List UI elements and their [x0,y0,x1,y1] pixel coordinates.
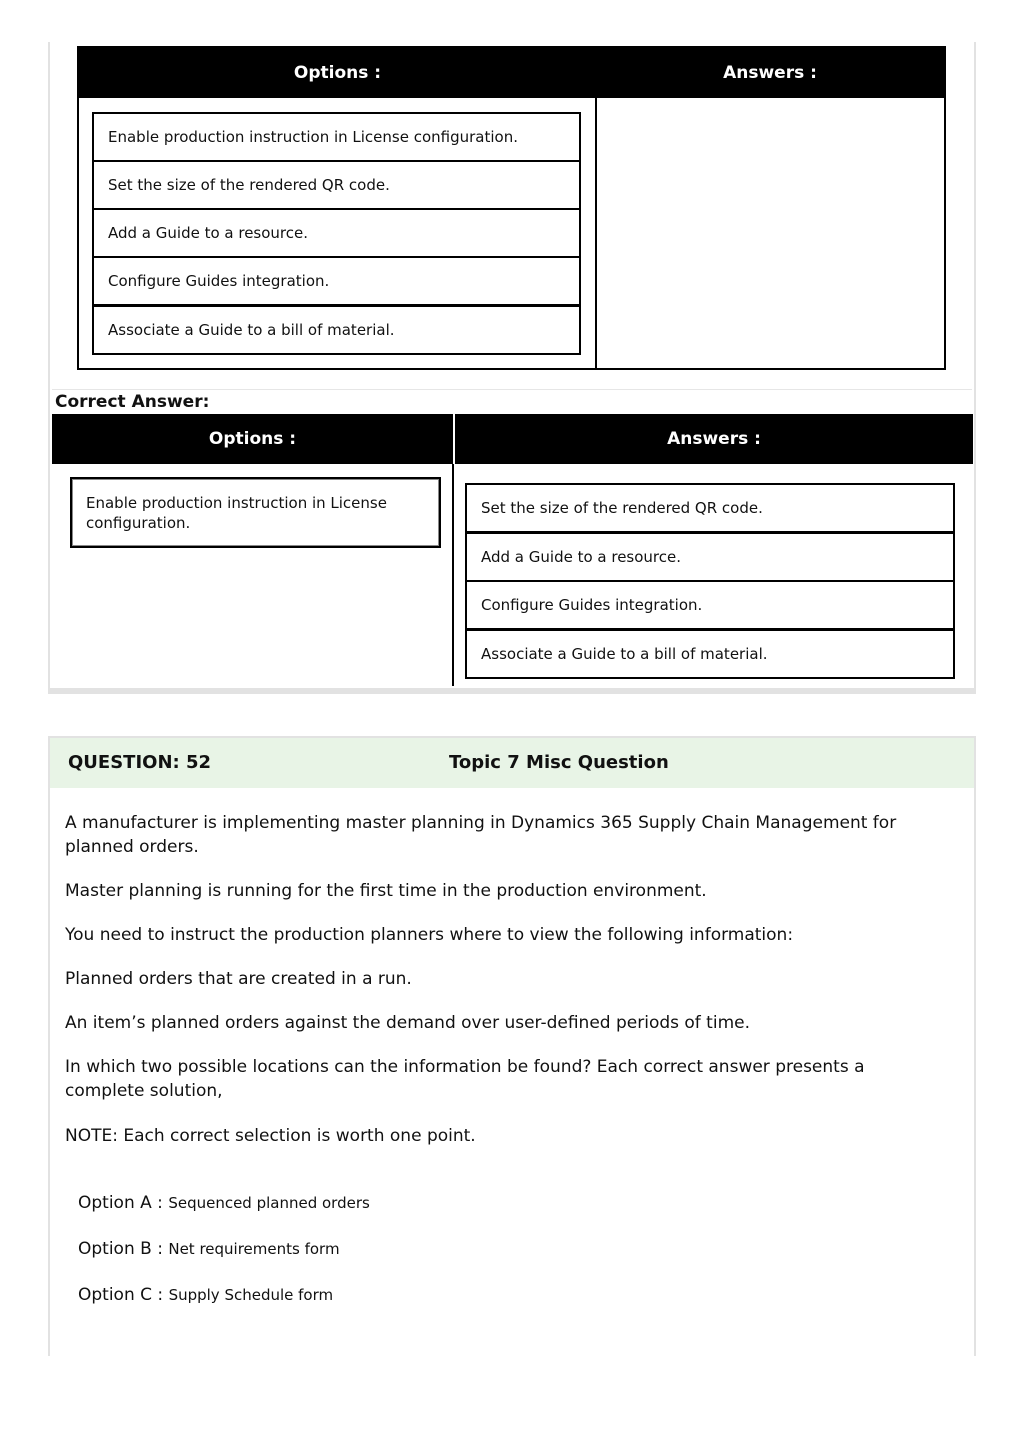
question-paragraph: You need to instruct the production planners where to view the following information: [65,925,794,945]
options-header: Options : [52,414,453,464]
drag-drop-table [77,46,946,370]
answer-item[interactable]: Configure Guides integration. [465,580,955,630]
option-item[interactable]: Associate a Guide to a bill of material. [92,305,581,355]
divider [52,389,972,390]
correct-answer-label: Correct Answer: [55,392,210,412]
option-item[interactable]: Add a Guide to a resource. [92,208,581,258]
question-paragraph: A manufacturer is implementing master planning in Dynamics 365 Supply Chain Management for planned orders. [65,813,897,857]
option-label: Option A : [78,1193,163,1213]
option-c[interactable] [78,1285,333,1305]
option-a[interactable] [78,1193,370,1213]
answer-item[interactable]: Set the size of the rendered QR code. [465,483,955,533]
answer-item[interactable]: Add a Guide to a resource. [465,532,955,582]
option-item[interactable]: Set the size of the rendered QR code. [92,160,581,210]
option-item[interactable]: Enable production instruction in License configuration. [92,112,581,162]
question-paragraph: In which two possible locations can the information be found? Each correct answer presents a complete solution, [65,1057,865,1101]
question-number: QUESTION: 52 [68,752,212,773]
question-paragraph: Planned orders that are created in a run. [65,969,412,989]
question-topic: Topic 7 Misc Question [449,752,669,773]
option-item[interactable]: Configure Guides integration. [92,256,581,306]
option-label: Option B : [78,1239,163,1259]
answers-header: Answers : [455,414,973,464]
question-paragraph: NOTE: Each correct selection is worth one point. [65,1126,476,1146]
answer-item[interactable]: Associate a Guide to a bill of material. [465,629,955,679]
options-header: Options : [79,48,596,98]
question-paragraph: Master planning is running for the first time in the production environment. [65,881,707,901]
option-text: Supply Schedule form [168,1286,334,1304]
option-label: Option C : [78,1285,164,1305]
option-text: Sequenced planned orders [168,1194,370,1212]
column-divider [452,464,454,686]
option-b[interactable] [78,1239,340,1259]
column-divider [595,98,597,368]
answers-header: Answers : [596,48,944,98]
option-item[interactable]: Enable production instruction in License configuration. [70,477,441,548]
correct-answer-table [52,414,973,686]
option-text: Net requirements form [168,1240,340,1258]
question-paragraph: An item’s planned orders against the demand over user-defined periods of time. [65,1013,750,1033]
